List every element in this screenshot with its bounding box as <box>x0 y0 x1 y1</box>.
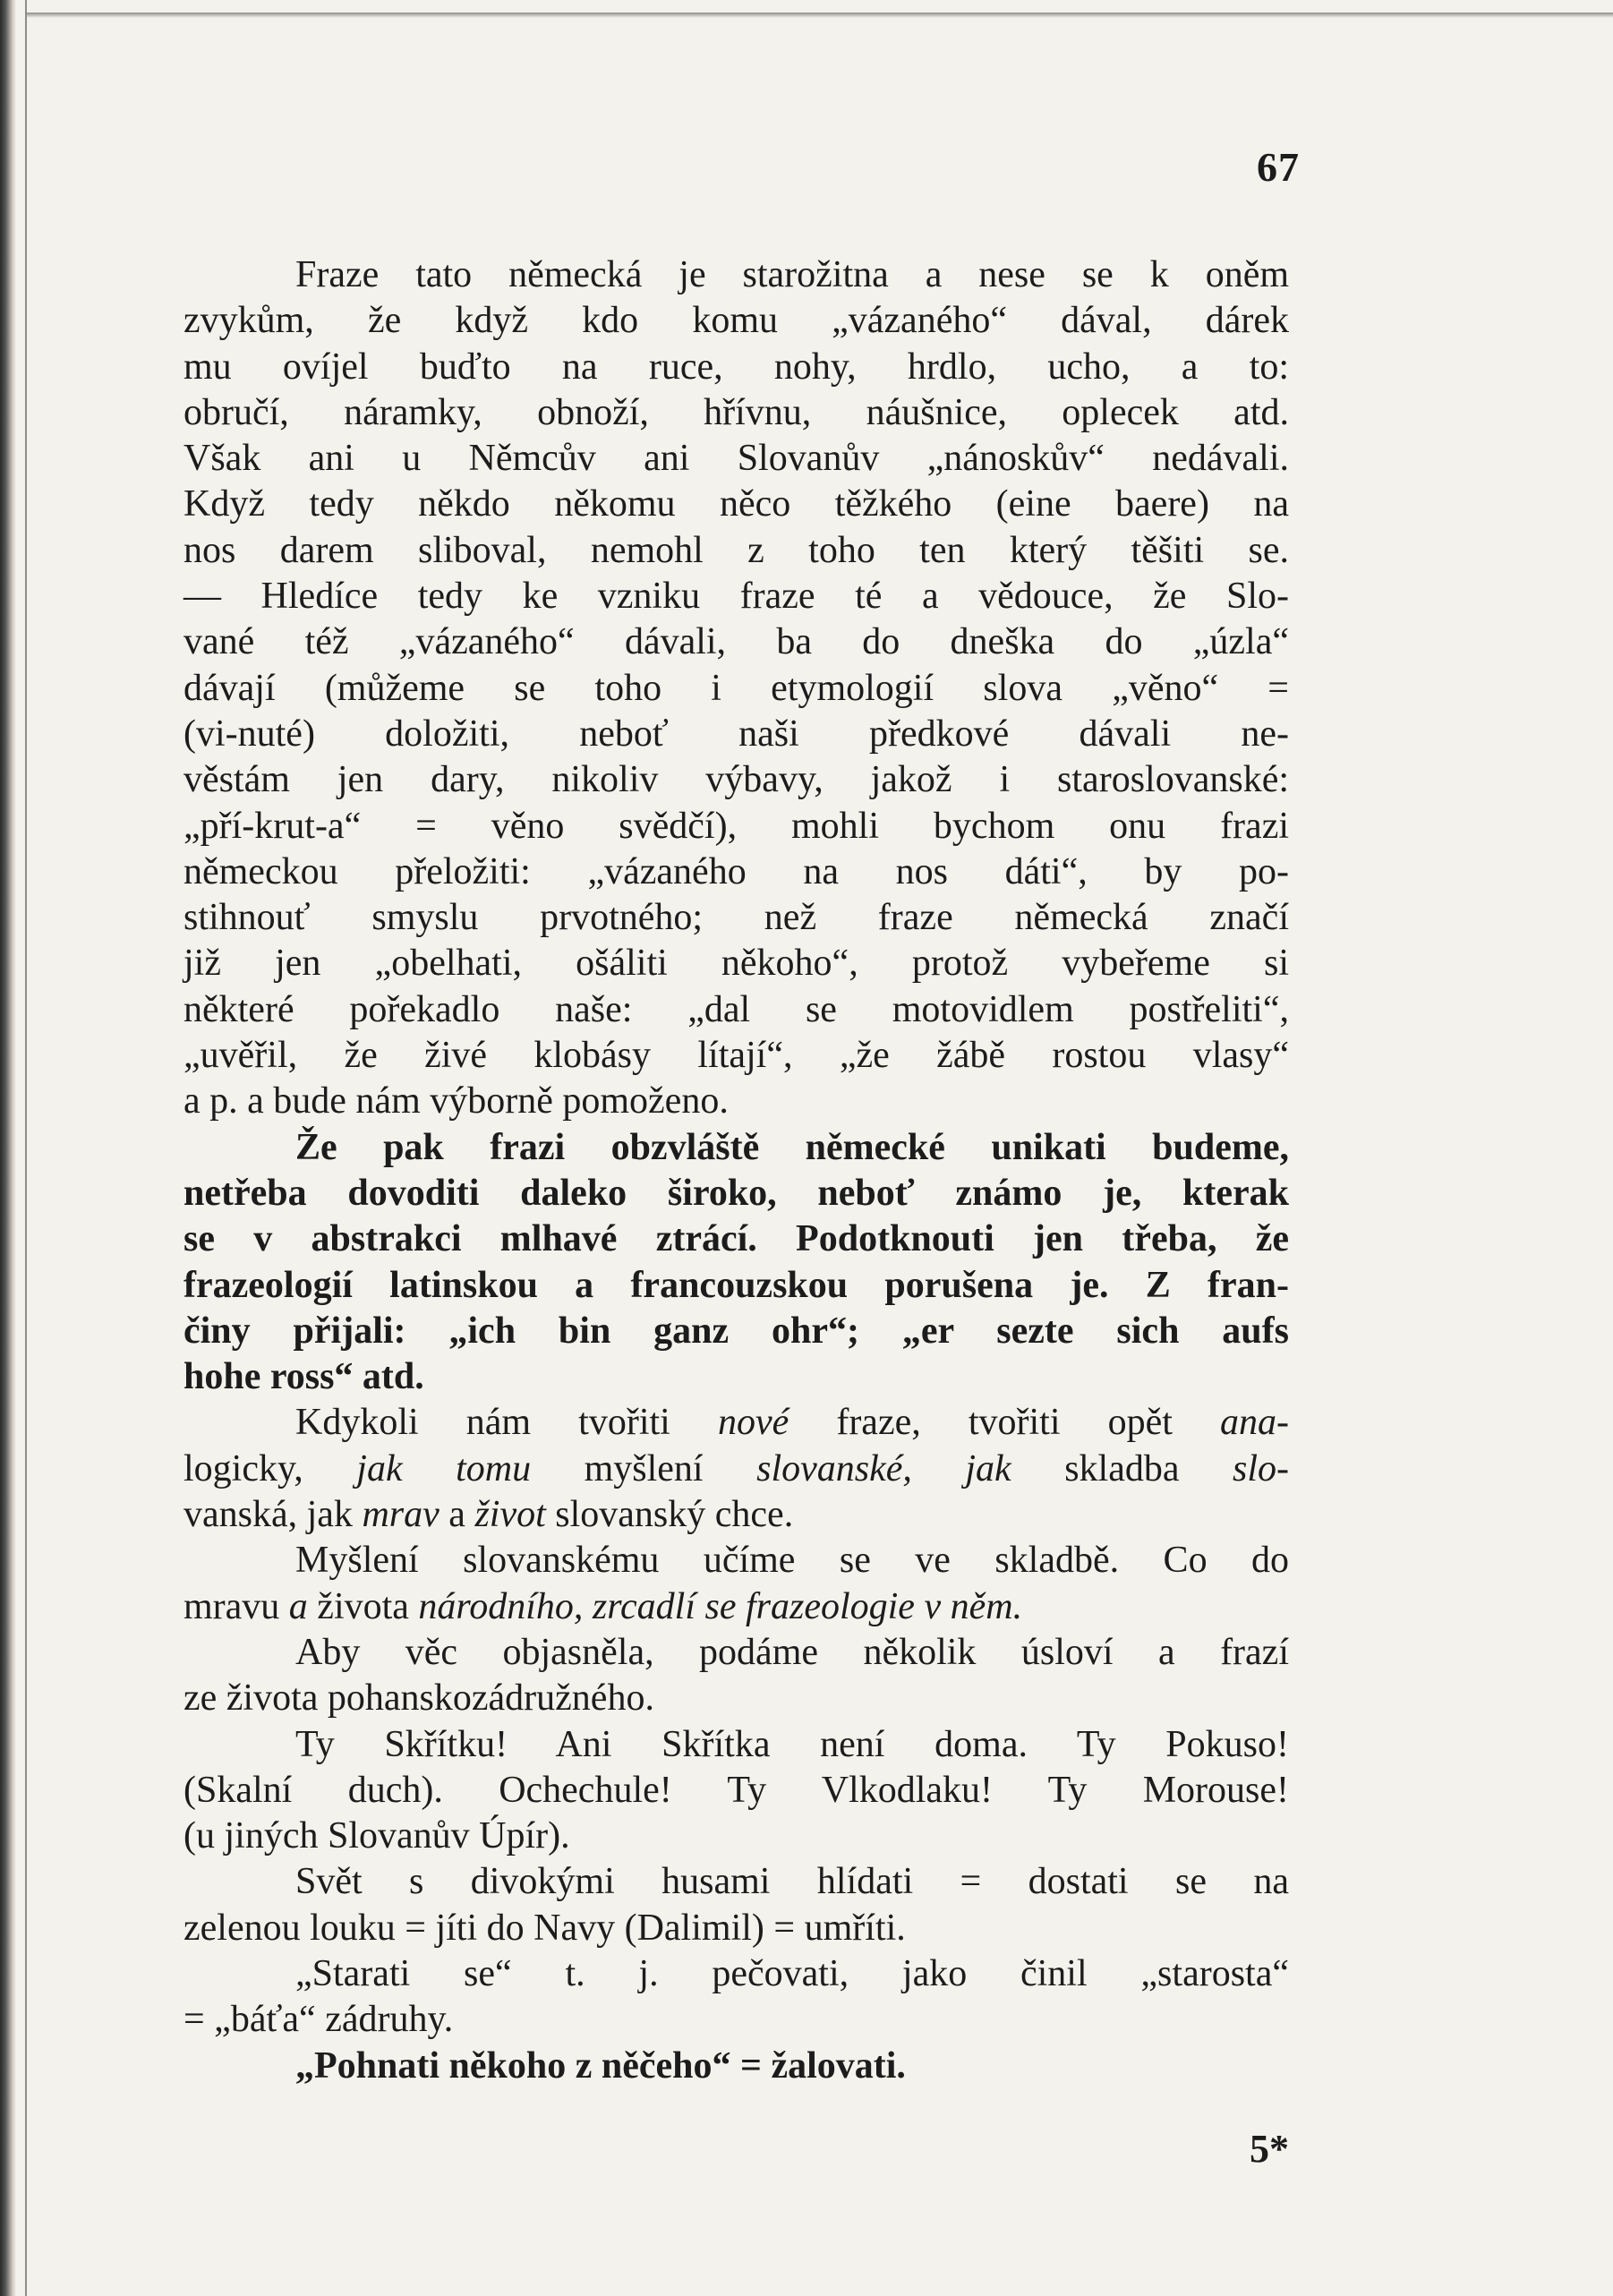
text-line <box>183 1079 1289 1124</box>
text-segment: myšlení <box>584 1447 704 1489</box>
text-line <box>183 1814 1289 1859</box>
paragraph <box>183 1538 1289 1630</box>
paragraph <box>183 1951 1289 2044</box>
italic-text: jak tomu <box>303 1447 585 1489</box>
text-line <box>183 1906 1289 1951</box>
text-line <box>183 345 1289 390</box>
text-segment: Však ani u Němcův ani Slovanův „nánoskův“ nedávali. <box>183 438 1289 480</box>
text-segment: „Pohnati někoho z něčeho“ = žalovati. <box>295 2044 906 2087</box>
text-segment: obručí, náramky, obnoží, hřívnu, náušnice, oplecek atd. <box>183 391 1289 433</box>
text-line <box>183 987 1289 1033</box>
text-segment: Myšlení slovanskému učíme se ve skladbě. Co do <box>295 1540 1289 1582</box>
italic-text: národního, zrcadlí se frazeologie v něm. <box>408 1585 1023 1627</box>
italic-text: a <box>279 1585 318 1627</box>
text-segment: (vi-nuté) doložiti, neboť naši předkové dávali ne- <box>183 713 1289 755</box>
text-segment: — Hledíce tedy ke vzniku fraze té a vědouce, že Slo- <box>183 576 1289 618</box>
text-line <box>183 1768 1289 1814</box>
text-line <box>183 1859 1289 1905</box>
text-segment: logicky, <box>183 1447 303 1489</box>
text-line <box>183 1125 1289 1171</box>
paragraph <box>183 1400 1289 1538</box>
text-segment: a p. a bude nám výborně pomoženo. <box>183 1080 729 1122</box>
text-segment: hohe ross“ atd. <box>183 1356 424 1398</box>
text-segment: ze života pohanskozádružného. <box>183 1677 654 1720</box>
text-segment: „Starati se“ t. j. pečovati, jako činil „starosta“ <box>295 1952 1289 1994</box>
text-line <box>183 804 1289 849</box>
text-line <box>183 1400 1289 1446</box>
italic-text: mrav <box>362 1494 440 1536</box>
text-segment: Fraze tato německá je starožitna a nese se k oněm <box>295 254 1289 295</box>
text-segment: Svět s divokými husami hlídati = dostati se na <box>295 1861 1289 1903</box>
text-segment: Kdykoli nám tvořiti <box>295 1402 718 1444</box>
text-segment: německou přeložiti: „vázaného na nos dáti“, by po- <box>183 850 1289 892</box>
text-line <box>183 757 1289 803</box>
text-segment: Aby věc objasněla, podáme několik úsloví a frazí <box>295 1631 1289 1673</box>
text-segment: zvykům, že když kdo komu „vázaného“ dával, dárek <box>183 300 1289 342</box>
text-line <box>183 941 1289 986</box>
text-segment: (Skalní duch). Ochechule! Ty Vlkodlaku! Ty Morouse! <box>183 1769 1289 1811</box>
text-segment: dávají (můžeme se toho i etymologií slova „věno“ = <box>183 667 1289 709</box>
text-line <box>183 1216 1289 1262</box>
text-segment: mravu <box>183 1585 280 1627</box>
printer-signature-mark: 5* <box>1250 2127 1289 2171</box>
italic-text: život <box>474 1494 546 1536</box>
text-line <box>183 2044 1289 2089</box>
text-segment: Že pak frazi obzvláště německé unikati budeme, <box>295 1126 1289 1168</box>
text-line <box>183 849 1289 895</box>
paragraph <box>183 252 1289 1125</box>
page-edge-shadow <box>0 0 16 2296</box>
text-line <box>183 528 1289 574</box>
text-segment: mu ovíjel buďto na ruce, nohy, hrdlo, ucho, a to: <box>183 346 1289 388</box>
text-line <box>183 1033 1289 1079</box>
paragraph <box>183 1859 1289 1951</box>
italic-text: nové <box>717 1402 789 1444</box>
text-segment: věstám jen dary, nikoliv výbavy, jakož i staroslovanské: <box>183 759 1289 801</box>
paragraph <box>183 1722 1289 1860</box>
text-segment: Když tedy někdo někomu něco těžkého (eine baere) na <box>183 483 1289 525</box>
text-segment: vanská, jak <box>183 1494 363 1536</box>
text-line <box>183 1538 1289 1583</box>
text-line <box>183 1492 1289 1538</box>
text-segment: skladba <box>1064 1447 1180 1489</box>
text-segment: života <box>317 1585 409 1627</box>
text-line <box>183 619 1289 665</box>
text-segment: vané též „vázaného“ dávali, ba do dneška do „úzla“ <box>183 621 1289 663</box>
text-line <box>183 1309 1289 1354</box>
italic-text: slovanské, jak <box>703 1447 1065 1489</box>
text-segment: = „báťa“ zádruhy. <box>183 1999 454 2041</box>
text-line <box>183 1263 1289 1309</box>
text-segment: se v abstrakci mlhavé ztrácí. Podotknouti jen třeba, že <box>183 1218 1289 1260</box>
text-segment: činy přijali: „ich bin ganz ohr“; „er sezte sich aufs <box>183 1310 1289 1352</box>
paragraph <box>183 1125 1289 1401</box>
text-segment: frazeologií latinskou a francouzskou porušena je. Z fran- <box>183 1264 1289 1306</box>
text-line <box>183 390 1289 436</box>
text-line <box>183 666 1289 712</box>
text-line <box>183 298 1289 344</box>
text-segment: nos darem sliboval, nemohl z toho ten který těšiti se. <box>183 529 1289 571</box>
text-line <box>183 1722 1289 1768</box>
italic-text: slo- <box>1179 1447 1290 1489</box>
text-line <box>183 1676 1289 1721</box>
text-line <box>183 574 1289 619</box>
italic-text: ana- <box>1220 1402 1289 1444</box>
page-fold-line <box>25 0 27 2296</box>
text-segment: stihnouť smyslu prvotného; než fraze německá značí <box>183 897 1289 939</box>
text-line <box>183 1171 1289 1216</box>
text-segment: fraze, tvořiti opět <box>789 1402 1220 1444</box>
text-line <box>183 712 1289 757</box>
text-line <box>183 1951 1289 1997</box>
text-line <box>183 1447 1289 1492</box>
text-segment: netřeba dovoditi daleko široko, neboť známo je, kterak <box>183 1172 1289 1214</box>
text-segment: již jen „obelhati, ošáliti někoho“, protož vybeřeme si <box>183 943 1289 985</box>
text-segment: Ty Skřítku! Ani Skřítka není doma. Ty Pokuso! <box>295 1723 1289 1765</box>
text-segment: slovanský chce. <box>545 1494 794 1536</box>
text-line <box>183 436 1289 482</box>
text-segment: „uvěřil, že živé klobásy lítají“, „že žábě rostou vlasy“ <box>183 1035 1289 1077</box>
text-line <box>183 252 1289 298</box>
text-segment: zelenou louku = jíti do Navy (Dalimil) = umříti. <box>183 1907 906 1949</box>
page-top-edge <box>27 13 1613 18</box>
page-number: 67 <box>1257 144 1300 190</box>
paragraph <box>183 1630 1289 1722</box>
body-text <box>183 252 1289 2089</box>
text-segment: a <box>439 1494 475 1536</box>
text-line <box>183 1997 1289 2043</box>
text-segment: (u jiných Slovanův Úpír). <box>183 1815 570 1857</box>
text-line <box>183 895 1289 941</box>
paragraph <box>183 2044 1289 2089</box>
text-line <box>183 1584 1289 1630</box>
text-line <box>183 482 1289 527</box>
text-line <box>183 1354 1289 1400</box>
text-segment: některé pořekadlo naše: „dal se motovidlem postřeliti“, <box>183 988 1289 1030</box>
text-line <box>183 1630 1289 1676</box>
text-segment: „pří-krut-a“ = věno svědčí), mohli bychom onu frazi <box>183 805 1289 847</box>
